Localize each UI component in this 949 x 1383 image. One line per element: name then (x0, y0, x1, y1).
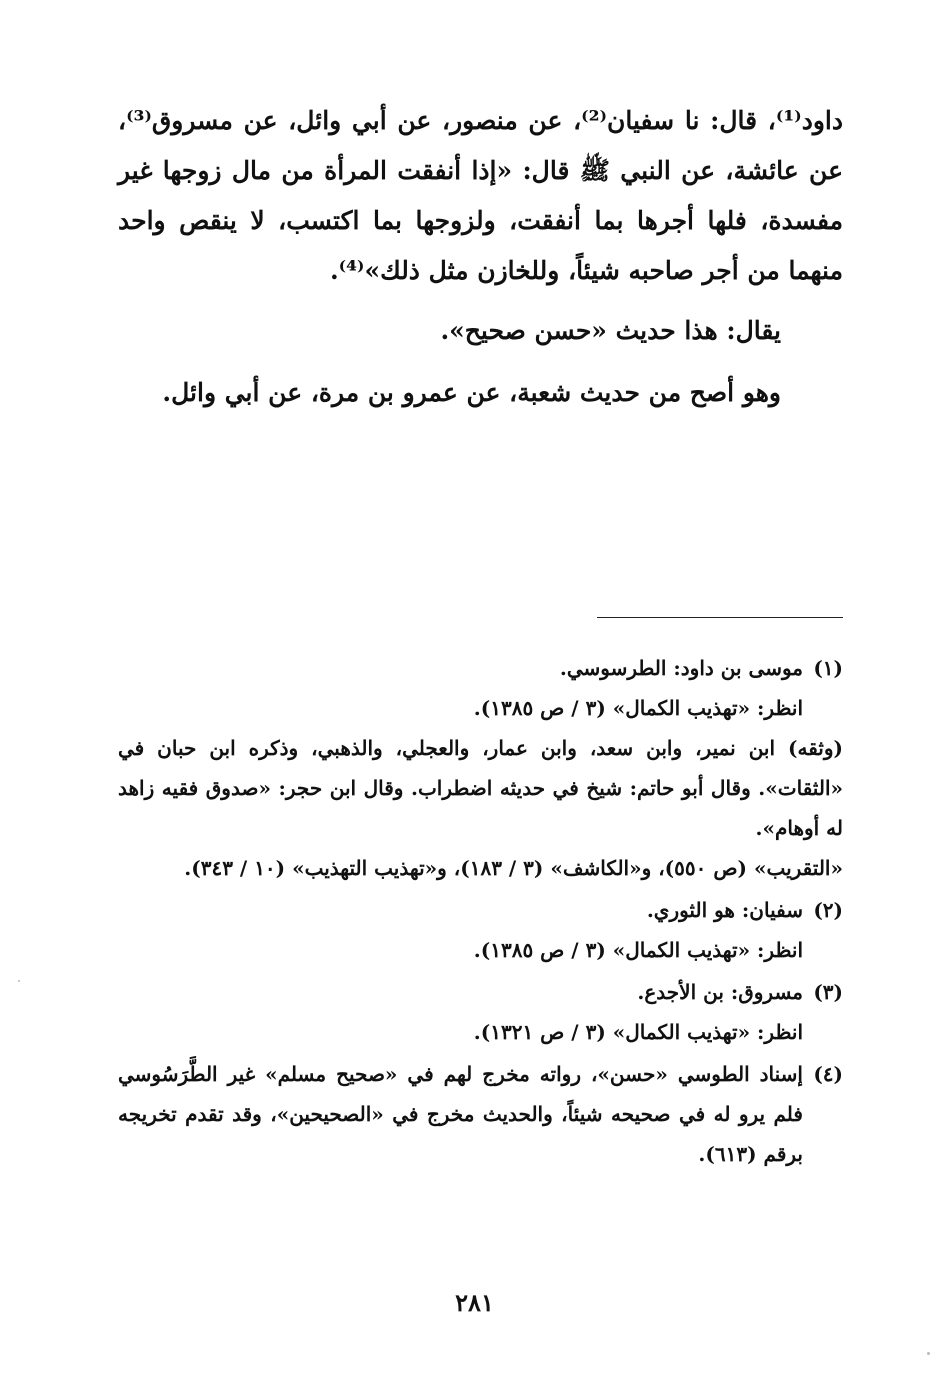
footnote-number: (٤) (813, 1062, 843, 1086)
page-number: ٢٨١ (455, 1288, 494, 1317)
main-text (118, 96, 843, 418)
footnote-line: انظر: «تهذيب الكمال» (٣ / ص ١٣٨٥). (473, 696, 803, 720)
footnote-4 (118, 1054, 843, 1174)
grading-remark: يقال: هذا حديث «حسن صحيح». (440, 316, 781, 345)
footnote-number: (٢) (813, 898, 843, 922)
footnote-line: مسروق: بن الأجدع. (637, 980, 803, 1004)
comparison-remark: وهو أصح من حديث شعبة، عن عمرو بن مرة، عن أبي وائل. (162, 378, 781, 407)
scan-speck (18, 980, 20, 982)
footnote-number: (٣) (813, 980, 843, 1004)
footnote-line: موسى بن داود: الطرسوسي. (559, 656, 803, 680)
footnote-line: انظر: «تهذيب الكمال» (٣ / ص ١٣٢١). (473, 1020, 803, 1044)
footnote-line: إسناد الطوسي «حسن»، رواته مخرج لهم في «صحيح مسلم» غير الطَّرَسُوسي فلم يرو له في صحيحه شيئاً، والحديث مخرج في «الصحيحين»، وقد تقدم تخريجه برقم (٦١٣). (118, 1062, 803, 1166)
footnote-3 (118, 972, 843, 1052)
footnote-line: انظر: «تهذيب الكمال» (٣ / ص ١٣٨٥). (473, 938, 803, 962)
footnote-1 (118, 648, 843, 888)
footnote-number: (١) (813, 656, 843, 680)
footnote-2 (118, 890, 843, 970)
footnote-line: (وثقه) ابن نمير، وابن سعد، وابن عمار، والعجلي، والذهبي، وذكره ابن حبان في «الثقات». وقال أبو حاتم: شيخ في حديثه اضطراب. وقال ابن حجر: «صدوق فقيه زاهد له أوهام». (118, 736, 843, 840)
scan-speck (927, 1352, 930, 1355)
footnote-separator (597, 617, 843, 618)
footnotes (118, 648, 843, 1176)
hadith-paragraph: داود⁽¹⁾، قال: نا سفيان⁽²⁾، عن منصور، عن أبي وائل، عن مسروق⁽³⁾، عن عائشة، عن النبي ﷺ قال: «إذا أنفقت المرأة من مال زوجها غير مفسدة، فلها أجرها بما أنفقت، ولزوجها بما اكتسب، لا ينقص واحد منهما من أجر صاحبه شيئاً، وللخازن مثل ذلك»⁽⁴⁾. (118, 106, 843, 285)
footnote-line: «التقريب» (ص ٥٥٠)، و«الكاشف» (٣ / ١٨٣)، و«تهذيب التهذيب» (١٠ / ٣٤٣). (184, 856, 843, 880)
footnote-line: سفيان: هو الثوري. (646, 898, 803, 922)
